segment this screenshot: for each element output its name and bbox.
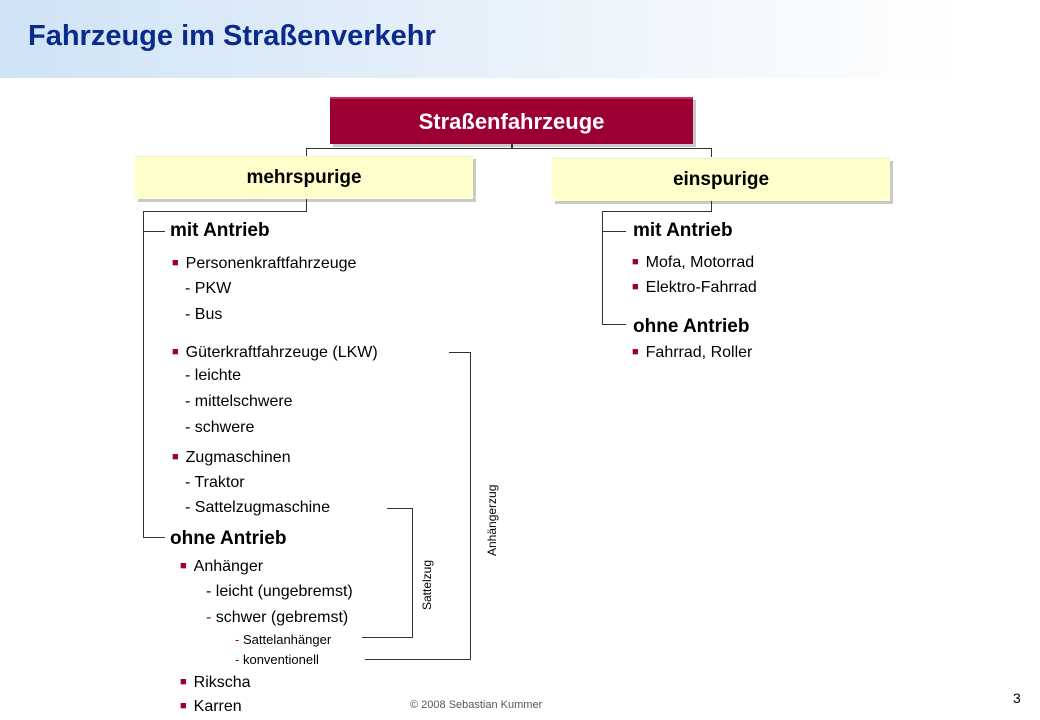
square-bullet-icon: ■ bbox=[632, 281, 639, 293]
square-bullet-icon: ■ bbox=[180, 700, 187, 712]
square-bullet-icon: ■ bbox=[172, 257, 179, 269]
copyright-footer: © 2008 Sebastian Kummer bbox=[410, 699, 543, 711]
semi-bracket-top bbox=[387, 508, 413, 509]
trailer-bracket-vertical bbox=[470, 352, 471, 660]
multi-group-goods: ■ Güterkraftfahrzeuge (LKW) bbox=[172, 344, 378, 361]
single-unpowered-heading: ohne Antrieb bbox=[633, 316, 750, 337]
semi-bracket-bottom bbox=[362, 637, 413, 638]
single-unpowered-tick bbox=[602, 324, 626, 325]
list-item: - schwer (gebremst) bbox=[206, 609, 349, 626]
page-title: Fahrzeuge im Straßenverkehr bbox=[28, 20, 436, 52]
list-item: - konventionell bbox=[235, 652, 319, 667]
multi-unpowered-heading: ohne Antrieb bbox=[170, 528, 287, 549]
multi-powered-tick bbox=[143, 231, 165, 232]
trailer-bracket-bottom bbox=[365, 659, 471, 660]
list-item: - schwere bbox=[185, 419, 255, 436]
single-vertical-connector bbox=[602, 211, 603, 325]
multi-top-connector bbox=[143, 211, 307, 212]
single-track-box bbox=[552, 158, 890, 201]
single-powered-heading: mit Antrieb bbox=[633, 220, 733, 241]
semi-bracket-vertical bbox=[412, 508, 413, 638]
semi-bracket-label: Sattelzug bbox=[420, 559, 434, 610]
root-node-box bbox=[330, 97, 693, 144]
page-number: 3 bbox=[1013, 690, 1021, 706]
list-item: - leicht (ungebremst) bbox=[206, 583, 353, 600]
trailer-bracket-label: Anhängerzug bbox=[485, 484, 499, 556]
list-item: - Traktor bbox=[185, 474, 245, 491]
multi-group-passenger: ■ Personenkraftfahrzeuge bbox=[172, 255, 357, 272]
multi-group-trailer: ■ Anhänger bbox=[180, 558, 264, 575]
multi-powered-heading: mit Antrieb bbox=[170, 220, 270, 241]
list-item-mofa: ■ Mofa, Motorrad bbox=[632, 254, 755, 271]
list-item: - leichte bbox=[185, 367, 242, 384]
square-bullet-icon: ■ bbox=[632, 256, 639, 268]
list-item-ebike: ■ Elektro-Fahrrad bbox=[632, 279, 757, 296]
square-bullet-icon: ■ bbox=[172, 346, 179, 358]
list-item: - Sattelanhänger bbox=[235, 632, 332, 647]
list-item-karren: ■ Karren bbox=[180, 698, 242, 715]
single-powered-tick bbox=[602, 231, 626, 232]
list-item: - Bus bbox=[185, 306, 223, 323]
multi-unpowered-tick bbox=[143, 537, 165, 538]
list-item-rikscha: ■ Rikscha bbox=[180, 674, 251, 691]
multi-vertical-connector bbox=[143, 211, 144, 538]
multi-group-tractors: ■ Zugmaschinen bbox=[172, 449, 291, 466]
list-item: - Sattelzugmaschine bbox=[185, 499, 330, 516]
square-bullet-icon: ■ bbox=[180, 560, 187, 572]
square-bullet-icon: ■ bbox=[632, 346, 639, 358]
list-item-bicycle: ■ Fahrrad, Roller bbox=[632, 344, 753, 361]
square-bullet-icon: ■ bbox=[172, 451, 179, 463]
multi-track-box bbox=[135, 156, 473, 199]
single-top-connector bbox=[602, 211, 712, 212]
branch-connector-right bbox=[711, 148, 712, 157]
list-item: - PKW bbox=[185, 280, 232, 297]
trailer-bracket-top bbox=[449, 352, 471, 353]
root-node-label: Straßenfahrzeuge bbox=[418, 108, 605, 134]
branch-connector-horizontal bbox=[306, 148, 712, 149]
multi-track-label: mehrspurige bbox=[246, 167, 362, 188]
square-bullet-icon: ■ bbox=[180, 676, 187, 688]
single-track-label: einspurige bbox=[672, 169, 770, 190]
list-item: - mittelschwere bbox=[185, 393, 293, 410]
